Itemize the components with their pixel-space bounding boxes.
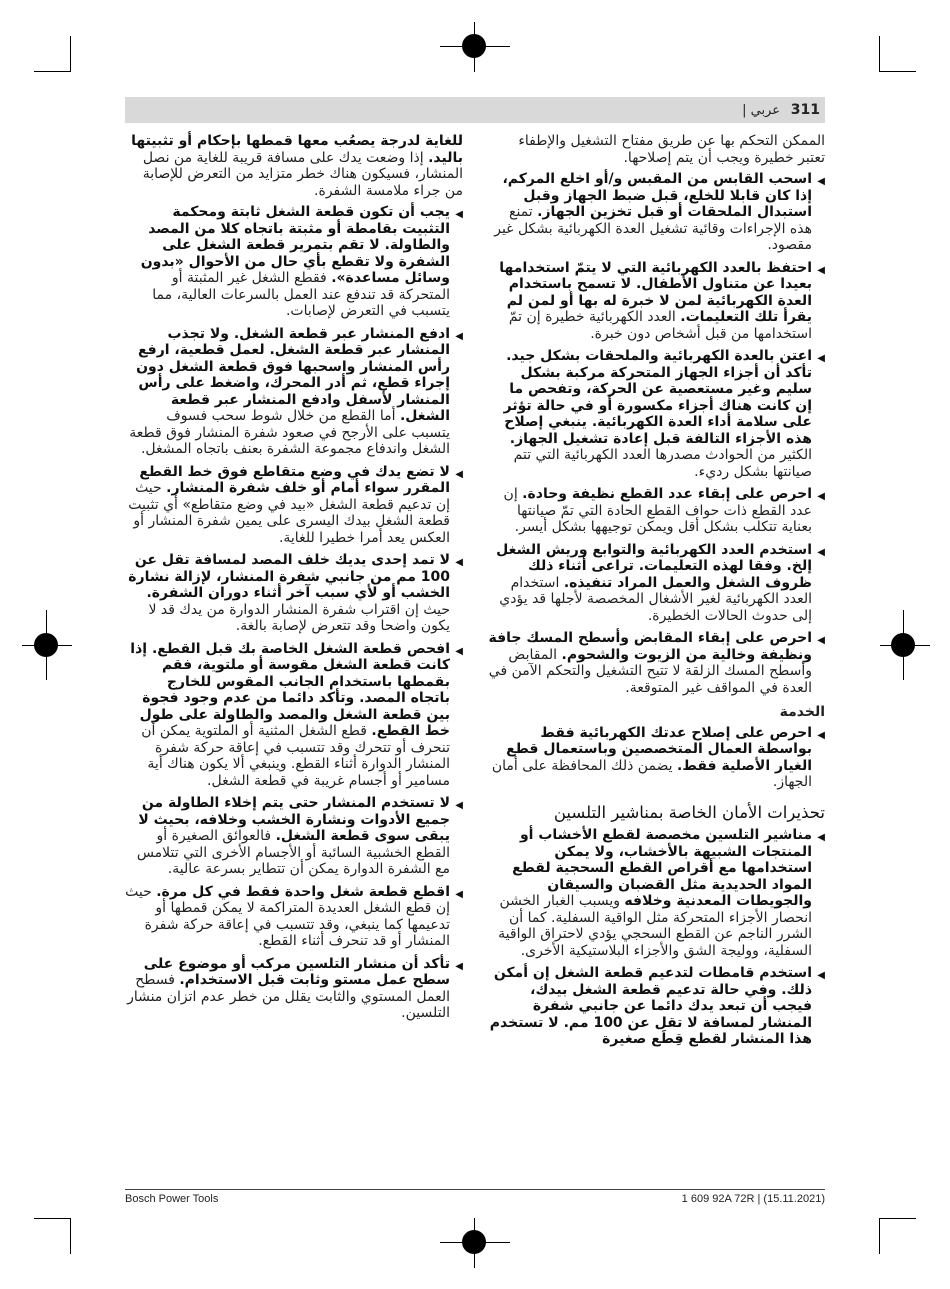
bullet-icon: ◀	[455, 960, 463, 972]
bullet-icon: ◀	[817, 635, 825, 646]
bullet-icon: ◀	[817, 729, 825, 741]
crop-mark	[879, 36, 880, 72]
list-item	[488, 348, 825, 480]
item-text: فقطع الشغل غير المثبتة أو المتحركة قد تندفع عند العمل بالسرعات العالية، مما يتسبب في التعرض لإصابات.	[152, 270, 450, 319]
intro-paragraph: الممكن التحكم بها عن طريق مفتاح التشغيل والإطفاء تعتبر خطيرة ويجب أن يتم إصلاحها.	[518, 133, 825, 166]
section-heading: تحذيرات الأمان الخاصة بمناشير التلسين	[553, 802, 825, 822]
registration-mark	[891, 633, 915, 657]
item-bold: اعتن بالعدة الكهربائية والملحقات بشكل جيد. تأكد أن أجزاء الجهاز المتحركة مركبة بشكل سليم وغير مستعصية عن الحركة، وتفحص ما إن كانت هناك أجزاء مكسورة أو في حالة تؤثر على سلامة أداء العدة الكهربائية. ينبغي إصلاح هذه الأجزاء التالفة قبل إعادة تشغيل الجهاز.	[503, 348, 812, 447]
crop-mark	[880, 71, 916, 72]
item-text: فسطح العمل المستوي والثابت يقلل من خطر عدم اتزان منشار التلسين.	[127, 972, 450, 1021]
list-item	[488, 260, 825, 343]
list-item	[488, 542, 825, 625]
list-item	[125, 884, 463, 950]
item-text: الكثير من الحوادث مصدرها العدد الكهربائية التي تتم صيانتها بشكل رديء.	[513, 447, 812, 480]
footer-brand: Bosch Power Tools	[125, 1193, 219, 1205]
item-bold: ادفع المنشار عبر قطعة الشغل. ولا تجذب المنشار عبر قطعة الشغل. لعمل قطعية، ارفع رأس المنشار واسحبها فوق قطعة الشغل دون إجراء قطع، ثم أدر المحرك، واضغط على رأس المنشار لأسفل وادفع المنشار عبر قطعة الشغل.	[136, 325, 450, 424]
footer-doc-number: 1 609 92A 72R | (15.11.2021)	[681, 1193, 825, 1205]
item-bold: اقطع قطعة شغل واحدة فقط في كل مرة.	[156, 883, 450, 900]
item-bold: تأكد أن منشار التلسين مركب أو موضوع على سطح عمل مستو وثابت قبل الاستخدام.	[143, 955, 450, 988]
continuation-bold: للغاية لدرجة يصعُب معها قمطها بإحكام أو تثبيتها باليد.	[131, 133, 463, 166]
bullet-icon: ◀	[455, 888, 463, 900]
list-item	[488, 725, 825, 791]
item-bold: يجب أن تكون قطعة الشغل ثابتة ومحكمة التثبيت بقامطة أو مثبتة باتجاه كلا من المصد والطاولة. لا تقم بتمرير قطعة الشغل على الشفرة ولا تقطع بأي حال من الأحوال «بدون وسائل مساعدة».	[140, 204, 450, 286]
item-text: حيث إن تدعيم قطعة الشغل «بيد في وضع متقاطع» أي تثبيت قطعة الشغل بيدك اليسرى على يمين شفرة المنشار أو العكس يعد أمرا خطيرا للغاية.	[128, 480, 450, 546]
page-number: 311	[790, 102, 820, 118]
list-item	[125, 552, 463, 635]
language-label: عربي |	[742, 103, 780, 118]
item-bold: مناشير التلسين مخصصة لقطع الأخشاب أو المنتجات الشبيهة بالأخشاب، ولا يمكن استخدامها مع أقراص القطع السحجية لقطع المواد الحديدية مثل القضبان والسيقان والجويطات المعدنية وخلافه	[512, 827, 812, 909]
list-item	[125, 795, 463, 878]
bullet-icon: ◀	[817, 491, 825, 502]
item-text: المقابض وأسطح المسك الزلقة لا تتيح التشغيل والتحكم الآمن في العدة في المواقف غير المتوقعة.	[488, 646, 812, 696]
crop-mark	[880, 1218, 916, 1219]
item-text: يضمن ذلك المحافظة على أمان الجهاز.	[491, 757, 812, 790]
footer-rule	[125, 1189, 825, 1190]
item-bold: احرص على إبقاء المقابض وأسطح المسك جافة ونظيفة وخالية من الزيوت والشحوم.	[488, 630, 812, 663]
registration-mark	[34, 633, 58, 657]
item-bold: لا تمد إحدى يديك خلف المصد لمسافة تقل عن 100 مم من جانبي شفرة المنشار، لإزالة نشارة الخشب أو لأي سبب آخر أثناء دوران الشفرة.	[128, 552, 450, 601]
item-bold: احتفظ بالعدد الكهربائية التي لا يتمّ استخدامها بعيدا عن متناول الأطفال. لا تسمح باستخدام العدة الكهربائية لمن لا خبرة له بها أو لمن لم يقرأ تلك التعليمات.	[499, 259, 812, 325]
bullet-icon: ◀	[455, 800, 463, 811]
crop-mark	[70, 36, 71, 72]
item-text: العدد الكهربائية خطيرة إن تمّ استخدامها من قبل أشخاص دون خبرة.	[508, 309, 812, 342]
item-text: فالعوائق الصغيرة أو القطع الخشبية السائبة أو الأجسام الأخرى التي تتلامس مع الشفرة الدوارة يمكن أن تتطاير بسرعة عالية.	[136, 828, 450, 877]
item-bold: لا تضع يدك في وضع متقاطع فوق خط القطع المقرر سواء أمام أو خلف شفرة المنشار.	[139, 463, 450, 496]
item-text: أما القطع من خلال شوط سحب فسوف يتسبب على الأرجح في صعود شفرة المنشار فوق قطعة الشغل واندفاع مجموعة الشفرة بعنف باتجاه المشغل.	[129, 408, 450, 457]
bullet-icon: ◀	[455, 645, 463, 657]
list-item	[488, 486, 825, 536]
item-text: إن عدد القطع ذات حواف القطع الحادة التي تمّ صيانتها بعناية تتكلب بشكل أقل ويمكن توجيهها بشكل أيسر.	[503, 486, 812, 535]
item-bold: احرص على إبقاء عدد القطع نظيفة وحادة.	[522, 486, 812, 502]
crop-mark	[879, 1218, 880, 1254]
bullet-icon: ◀	[817, 353, 825, 364]
registration-mark	[462, 1230, 486, 1254]
bullet-icon: ◀	[455, 468, 463, 480]
continuation-paragraph	[125, 133, 463, 199]
list-item	[488, 171, 825, 254]
bullet-icon: ◀	[817, 546, 825, 558]
list-item	[125, 464, 463, 547]
crop-mark	[34, 1218, 70, 1219]
list-item	[125, 326, 463, 458]
item-text: قطع الشغل المثنية أو الملتوية يمكن أن تنحرف أو تتحرك وقد تتسبب في إعاقة حركة شفرة المنشار الدوارة أثناء القطع. وينبغي ألا يكون هناك أية مسامير أو أجسام غريبة في قطعة الشغل.	[141, 723, 450, 789]
list-item	[125, 204, 463, 320]
item-bold: افحص قطعة الشغل الخاصة بك قبل القطع. إذا كانت قطعة الشغل مقوسة أو ملتوية، فقم بقمطها باستخدام الجانب المقوس للخارج باتجاه المصد. وتأكد دائما من عدم وجود فجوة بين قطعة الشغل والمصد والطاولة على طول خط القطع.	[130, 640, 450, 739]
left-column	[125, 133, 463, 1028]
bullet-icon: ◀	[455, 330, 463, 342]
item-text: حيث إن اقتراب شفرة المنشار الدوارة من يدك قد لا يكون واضحا وقد تتعرض لإصابة بالغة.	[148, 601, 450, 634]
list-item	[125, 956, 463, 1022]
list-item	[488, 965, 825, 1048]
bullet-icon: ◀	[817, 970, 825, 981]
bullet-icon: ◀	[817, 176, 825, 187]
item-text: حيث إن قطع الشغل العديدة المتراكمة لا يمكن قمطها أو تدعيمها كما ينبغي، وقد تتسبب في إعاقة حركة شفرة المنشار أو قد تنحرف أثناء القطع.	[125, 883, 450, 949]
service-heading: الخدمة	[779, 704, 825, 720]
continuation-text: إذا وضعت يدك على مسافة قريبة للغاية من نصل المنشار، فسيكون هناك خطر متزايد من التعرض للإصابة من جراء ملامسة الشفرة.	[142, 149, 463, 199]
header-band	[125, 97, 825, 123]
list-item	[488, 630, 825, 696]
item-bold: اسحب القابس من المقبس و/أو اخلع المركم، إذا كان قابلا للخلع، قبل ضبط الجهاز وقبل استبدال الملحقات أو قبل تخزين الجهاز.	[502, 171, 812, 220]
item-text: استخدام العدد الكهربائية لغير الأشغال المخصصة لأجلها قد يؤدي إلى حدوث الحالات الخطيرة.	[499, 574, 812, 624]
crop-mark	[34, 71, 70, 72]
list-item	[125, 641, 463, 790]
list-item	[488, 827, 825, 959]
right-column	[488, 133, 825, 1054]
item-bold: استخدم قامطات لتدعيم قطعة الشغل إن أمكن ذلك. وفي حالة تدعيم قطعة الشغل بيدك، فيجب أن تبعد يدك دائما عن جانبي شفرة المنشار لمسافة لا تقل عن 100 مم. لا تستخدم هذا المنشار لقطع قِطَع صغيرة	[489, 965, 812, 1047]
item-bold: احرص على إصلاح عدتك الكهربائية فقط بواسطة العمال المتخصصين وباستعمال قطع الغيار الأصلية فقط.	[506, 724, 812, 774]
item-text: تمنع هذه الإجراءات وقائية تشغيل العدة الكهربائية بشكل غير مقصود.	[494, 204, 812, 253]
bullet-icon: ◀	[817, 264, 825, 276]
item-bold: لا تستخدم المنشار حتى يتم إخلاء الطاولة من جميع الأدوات ونشارة الخشب وخلافه، بحيث لا يبقى سوى قطعة الشغل.	[138, 795, 450, 844]
item-bold: استخدم العدد الكهربائية والتوابع وريش الشغل إلخ. وفقا لهذه التعليمات. تراعى أثناء ذلك ظروف الشغل والعمل المراد تنفيذه.	[496, 541, 812, 591]
bullet-icon: ◀	[455, 209, 463, 220]
item-text: ويسبب الغبار الخشن انحصار الأجزاء المتحركة مثل الواقية السفلية. كما أن الشرر الناجم عن القطع السحجي يؤدي لاحتراق الواقية السفلية، ووليجة الشق والأجزاء البلاستيكية الأخرى.	[498, 893, 812, 959]
registration-mark	[462, 34, 486, 58]
crop-mark	[70, 1218, 71, 1254]
bullet-icon: ◀	[455, 557, 463, 568]
bullet-icon: ◀	[817, 832, 825, 843]
